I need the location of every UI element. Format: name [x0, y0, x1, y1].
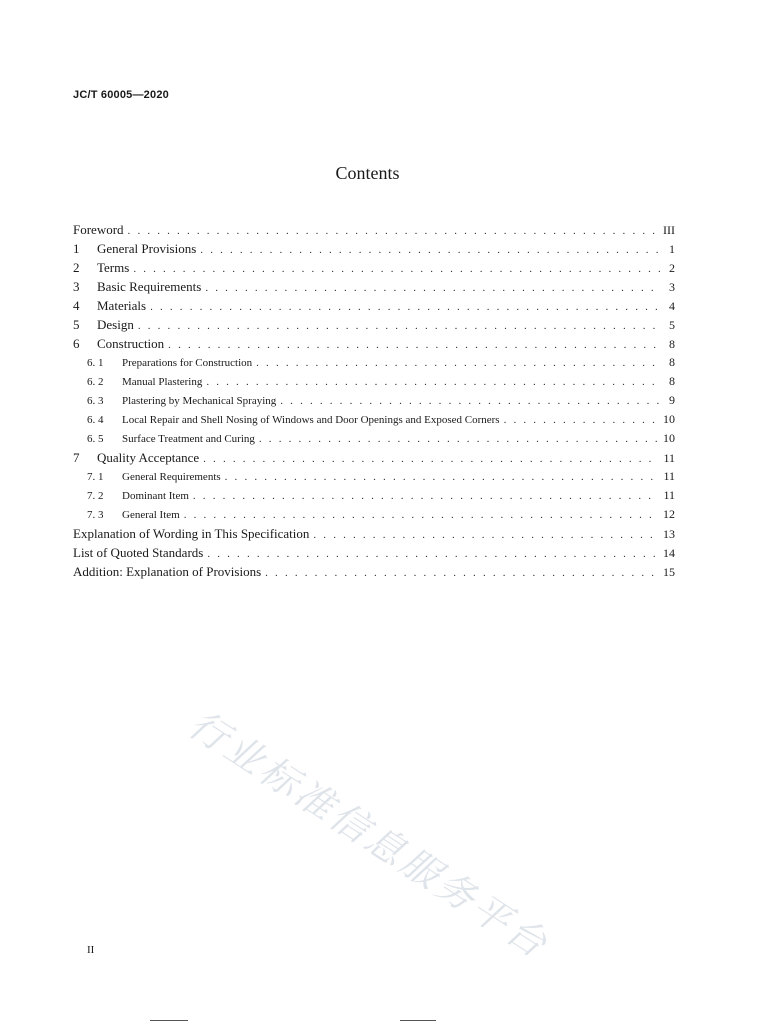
toc-entry-number: 6. 4	[87, 414, 104, 426]
toc-entry[interactable]	[73, 241, 675, 260]
toc-entry-title: Dominant Item	[122, 490, 189, 502]
toc-entry-number: 6. 3	[87, 395, 104, 407]
toc-dot-leader	[225, 471, 660, 483]
toc-entry-number: 2	[73, 260, 80, 275]
toc-dot-leader	[150, 301, 661, 313]
toc-entry-page: 9	[669, 393, 675, 407]
toc-entry-number: 6. 1	[87, 357, 104, 369]
toc-entry[interactable]	[73, 488, 675, 507]
scan-mark	[150, 1020, 188, 1021]
toc-entry-title: Addition: Explanation of Provisions	[73, 564, 262, 579]
toc-entry-page: 11	[663, 488, 675, 502]
toc-entry[interactable]	[73, 526, 675, 545]
toc-entry[interactable]	[73, 450, 675, 469]
toc-entry-page: 8	[669, 374, 675, 388]
toc-entry-page: 12	[663, 507, 675, 521]
toc-dot-leader	[193, 490, 660, 502]
toc-entry-page: 11	[663, 451, 675, 465]
toc-dot-leader	[184, 509, 659, 521]
toc-entry-title: Terms	[97, 260, 130, 275]
toc-entry-page: 14	[663, 546, 675, 560]
toc-entry-title: Explanation of Wording in This Specification	[73, 526, 310, 541]
toc-entry-title: Preparations for Construction	[122, 357, 253, 369]
toc-entry-title: General Item	[122, 509, 180, 521]
toc-entry-page: III	[663, 223, 675, 237]
toc-entry-number: 3	[73, 279, 80, 294]
toc-entry-title: List of Quoted Standards	[73, 545, 204, 560]
toc-entry-page: 10	[663, 412, 675, 426]
scan-mark	[400, 1020, 436, 1021]
toc-entry-title: Basic Requirements	[97, 279, 202, 294]
toc-entry-title: Manual Plastering	[122, 376, 203, 388]
toc-entry[interactable]	[73, 431, 675, 450]
toc-entry-number: 7. 1	[87, 471, 104, 483]
toc-entry[interactable]	[73, 374, 675, 393]
toc-entry-number: 1	[73, 241, 80, 256]
toc-entry[interactable]	[73, 564, 675, 583]
toc-entry-page: 2	[669, 261, 675, 275]
toc-entry[interactable]	[73, 469, 675, 488]
toc-dot-leader	[168, 339, 661, 351]
toc-dot-leader	[265, 567, 659, 579]
toc-entry[interactable]	[73, 545, 675, 564]
toc-dot-leader	[504, 414, 659, 426]
toc-entry-number: 7	[73, 450, 80, 465]
toc-dot-leader	[203, 453, 659, 465]
toc-entry-number: 7. 2	[87, 490, 104, 502]
toc-dot-leader	[206, 376, 661, 388]
toc-entry-title: Local Repair and Shell Nosing of Windows and Door Openings and Exposed Corners	[122, 414, 500, 426]
toc-entry-page: 10	[663, 431, 675, 445]
toc-entry[interactable]	[73, 279, 675, 298]
page-number: II	[87, 944, 95, 956]
toc-entry-page: 1	[669, 242, 675, 256]
toc-dot-leader	[133, 263, 661, 275]
toc-entry[interactable]	[73, 507, 675, 526]
toc-entry[interactable]	[73, 298, 675, 317]
toc-entry-number: 5	[73, 317, 80, 332]
page-title: Contents	[335, 163, 400, 183]
toc-entry-page: 15	[663, 565, 675, 579]
toc-entry-title: Materials	[97, 298, 147, 313]
toc-entry[interactable]	[73, 412, 675, 431]
toc-entry-title: Construction	[97, 336, 165, 351]
toc-entry[interactable]	[73, 393, 675, 412]
toc-dot-leader	[128, 225, 659, 237]
toc-entry-title: Quality Acceptance	[97, 450, 200, 465]
toc-entry-title: Foreword	[73, 222, 124, 237]
table-of-contents	[73, 222, 675, 583]
toc-entry-title: Surface Treatment and Curing	[122, 433, 255, 445]
watermark: 行业标准信息服务平台	[181, 701, 558, 968]
toc-entry-number: 7. 3	[87, 509, 104, 521]
toc-dot-leader	[207, 548, 659, 560]
toc-entry-page: 11	[663, 469, 675, 483]
toc-dot-leader	[200, 244, 661, 256]
toc-entry[interactable]	[73, 222, 675, 241]
toc-entry-number: 6. 2	[87, 376, 104, 388]
toc-dot-leader	[280, 395, 661, 407]
toc-entry-page: 4	[669, 299, 675, 313]
toc-entry[interactable]	[73, 260, 675, 279]
toc-entry-page: 8	[669, 355, 675, 369]
toc-entry-number: 4	[73, 298, 80, 313]
toc-entry-title: General Requirements	[122, 471, 221, 483]
toc-entry[interactable]	[73, 355, 675, 374]
toc-entry-page: 13	[663, 527, 675, 541]
toc-entry-number: 6. 5	[87, 433, 104, 445]
toc-entry-title: General Provisions	[97, 241, 197, 256]
toc-dot-leader	[138, 320, 661, 332]
toc-dot-leader	[259, 433, 659, 445]
toc-entry-number: 6	[73, 336, 80, 351]
toc-dot-leader	[205, 282, 661, 294]
toc-entry-title: Design	[97, 317, 134, 332]
toc-entry-title: Plastering by Mechanical Spraying	[122, 395, 277, 407]
toc-entry-page: 8	[669, 337, 675, 351]
toc-entry-page: 5	[669, 318, 675, 332]
toc-entry[interactable]	[73, 317, 675, 336]
toc-dot-leader	[313, 529, 659, 541]
toc-dot-leader	[256, 357, 661, 369]
document-header: JC/T 60005—2020	[73, 89, 169, 101]
toc-entry-page: 3	[669, 280, 675, 294]
toc-entry[interactable]	[73, 336, 675, 355]
